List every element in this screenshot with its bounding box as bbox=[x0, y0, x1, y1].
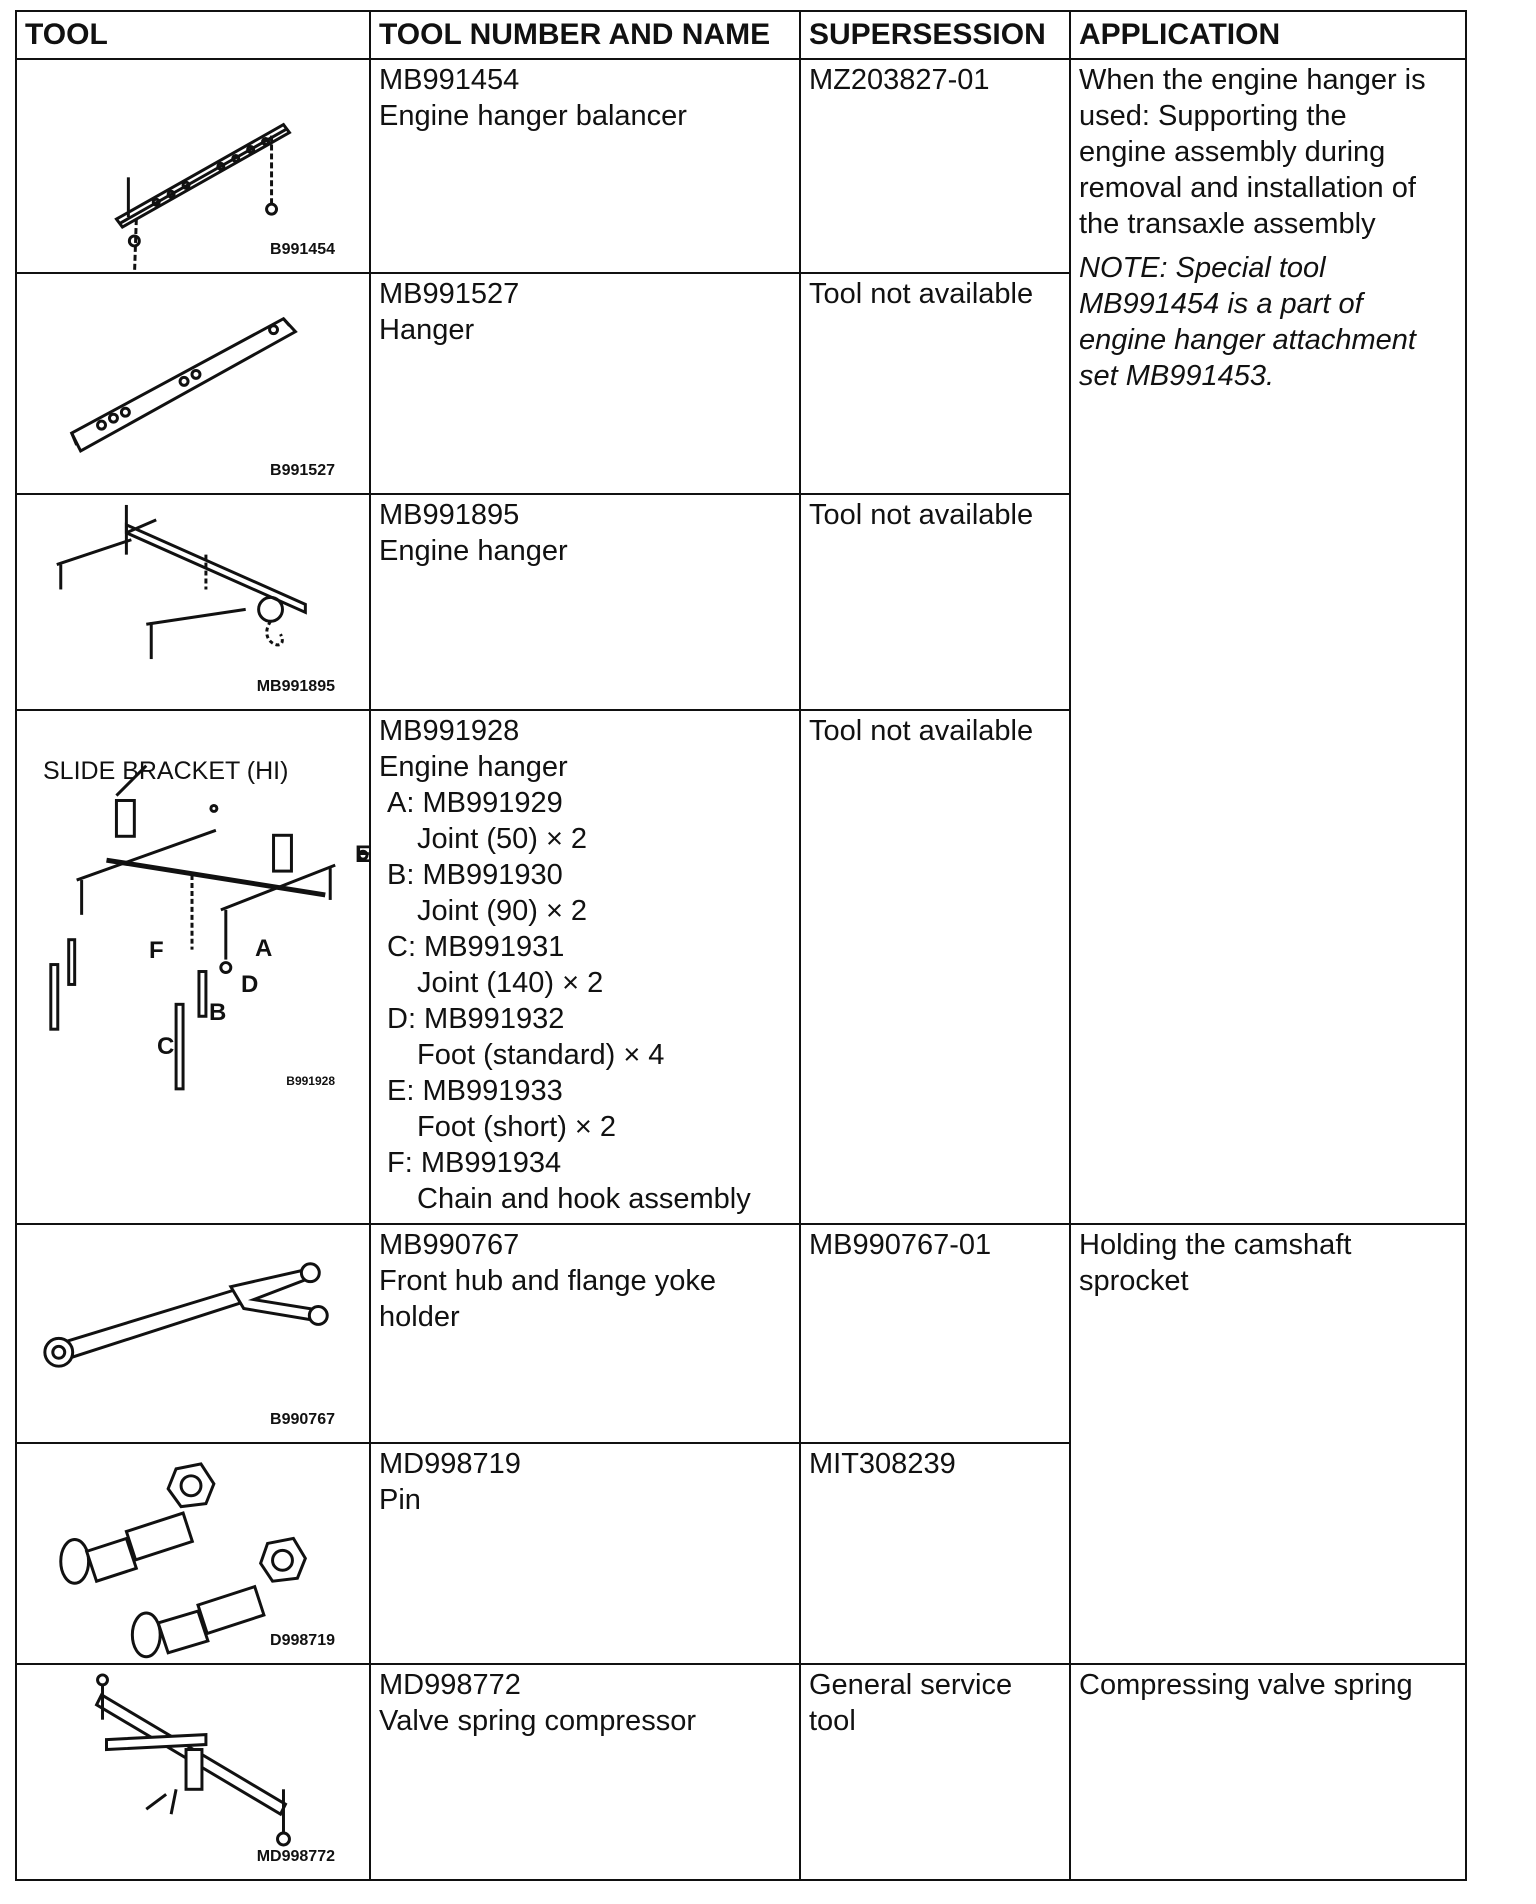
header-tool: TOOL bbox=[16, 11, 370, 59]
component-code: C: MB991931 bbox=[387, 931, 565, 964]
tool-number-name-cell bbox=[370, 710, 800, 1224]
supersession-value: Tool not available bbox=[809, 277, 1034, 310]
tool-number: MB991928 bbox=[379, 715, 520, 748]
part-letter-f: F bbox=[149, 937, 164, 965]
supersession-value: Tool not available bbox=[809, 715, 1034, 748]
note-line: MB991454 is a part of bbox=[1079, 288, 1363, 320]
tool-name: Engine hanger balancer bbox=[379, 100, 687, 132]
slide-bracket-label: SLIDE BRACKET (HI) bbox=[43, 757, 289, 786]
part-letter-d: D bbox=[241, 971, 259, 999]
figure-code: B991527 bbox=[270, 461, 335, 479]
tool-name: Pin bbox=[379, 1484, 421, 1517]
tool-name-line: holder bbox=[379, 1301, 460, 1334]
tool-number-name-cell bbox=[370, 1224, 800, 1443]
component-code: B: MB991930 bbox=[387, 859, 563, 892]
supersession-line: tool bbox=[809, 1704, 856, 1737]
component-code: E: MB991933 bbox=[387, 1075, 563, 1108]
tool-number-name-cell bbox=[370, 1664, 800, 1880]
supersession-value: MIT308239 bbox=[809, 1448, 956, 1481]
tool-image-cell bbox=[16, 494, 370, 711]
tool-image-cell bbox=[16, 1664, 370, 1880]
application-line: Compressing valve spring bbox=[1079, 1668, 1413, 1701]
application-line: removal and installation of bbox=[1079, 172, 1416, 204]
application-line: sprocket bbox=[1079, 1265, 1189, 1298]
component-desc: Joint (90) × 2 bbox=[417, 895, 588, 928]
tool-image-cell bbox=[16, 59, 370, 273]
table-row bbox=[16, 59, 1466, 273]
figure-code: B991454 bbox=[270, 240, 335, 258]
supersession-cell bbox=[800, 1443, 1070, 1664]
component-code: A: MB991929 bbox=[387, 787, 563, 820]
supersession-value: MZ203827-01 bbox=[809, 64, 990, 96]
tool-number: MB991454 bbox=[379, 64, 520, 96]
tool-number: MD998719 bbox=[379, 1448, 521, 1481]
component-desc: Joint (50) × 2 bbox=[417, 823, 588, 856]
tool-name: Valve spring compressor bbox=[379, 1704, 696, 1737]
application-cell bbox=[1070, 59, 1466, 1224]
part-letter-a: A bbox=[255, 935, 273, 963]
tool-name: Engine hanger bbox=[379, 751, 568, 784]
valve-spring-compressor-icon bbox=[17, 1665, 369, 1879]
engine-hanger-balancer-icon bbox=[17, 60, 369, 272]
component-desc: Foot (short) × 2 bbox=[417, 1111, 617, 1144]
header-row bbox=[16, 11, 1466, 59]
tool-image-cell bbox=[16, 273, 370, 494]
tool-number-name-cell bbox=[370, 494, 800, 711]
part-letter-e: E bbox=[355, 841, 372, 869]
tool-image-cell bbox=[16, 710, 370, 1224]
figure-code: B990767 bbox=[270, 1411, 335, 1429]
supersession-cell bbox=[800, 273, 1070, 494]
tool-number-name-cell bbox=[370, 59, 800, 273]
component-desc: Joint (140) × 2 bbox=[417, 967, 604, 1000]
special-tools-table bbox=[15, 10, 1467, 1881]
supersession-value: MB990767-01 bbox=[809, 1229, 992, 1262]
supersession-value: Tool not available bbox=[809, 498, 1034, 531]
hanger-bar-icon bbox=[17, 274, 369, 493]
supersession-line: General service bbox=[809, 1668, 1013, 1701]
tool-name: Hanger bbox=[379, 313, 475, 346]
tool-image-cell bbox=[16, 1224, 370, 1443]
tool-number: MB991527 bbox=[379, 277, 520, 310]
header-supersession: SUPERSESSION bbox=[800, 11, 1070, 59]
supersession-cell bbox=[800, 1664, 1070, 1880]
tool-name-line: Front hub and flange yoke bbox=[379, 1265, 716, 1298]
component-code: D: MB991932 bbox=[387, 1003, 565, 1036]
header-tool-number-and-name: TOOL NUMBER AND NAME bbox=[370, 11, 800, 59]
hub-flange-yoke-holder-icon bbox=[17, 1225, 369, 1442]
component-desc: Foot (standard) × 4 bbox=[417, 1039, 665, 1072]
header-application: APPLICATION bbox=[1070, 11, 1466, 59]
supersession-cell bbox=[800, 710, 1070, 1224]
tool-number: MB991895 bbox=[379, 498, 520, 531]
supersession-cell bbox=[800, 1224, 1070, 1443]
application-cell bbox=[1070, 1224, 1466, 1664]
application-line: the transaxle assembly bbox=[1079, 208, 1376, 240]
table-row bbox=[16, 1224, 1466, 1443]
component-desc: Chain and hook assembly bbox=[417, 1183, 751, 1216]
pin-and-nut-icon bbox=[17, 1444, 369, 1663]
component-code: F: MB991934 bbox=[387, 1147, 562, 1180]
part-letter-c: C bbox=[157, 1033, 175, 1061]
tool-number-name-cell bbox=[370, 1443, 800, 1664]
tool-name: Engine hanger bbox=[379, 534, 568, 567]
note-line: set MB991453. bbox=[1079, 360, 1275, 392]
application-line: When the engine hanger is bbox=[1079, 64, 1426, 96]
tool-image-cell bbox=[16, 1443, 370, 1664]
application-line: used: Supporting the bbox=[1079, 100, 1347, 132]
table-row bbox=[16, 1664, 1466, 1880]
application-note bbox=[1079, 250, 1457, 394]
note-line: NOTE: Special tool bbox=[1079, 252, 1326, 284]
application-cell bbox=[1070, 1664, 1466, 1880]
tool-number: MB990767 bbox=[379, 1229, 520, 1262]
engine-hanger-icon bbox=[17, 495, 369, 710]
figure-code: D998719 bbox=[270, 1631, 335, 1649]
figure-code: MB991895 bbox=[256, 678, 335, 696]
note-line: engine hanger attachment bbox=[1079, 324, 1416, 356]
supersession-cell bbox=[800, 494, 1070, 711]
tool-number: MD998772 bbox=[379, 1668, 521, 1701]
supersession-cell bbox=[800, 59, 1070, 273]
figure-code: MD998772 bbox=[256, 1847, 335, 1865]
figure-code: B991928 bbox=[286, 1074, 335, 1089]
application-line: engine assembly during bbox=[1079, 136, 1386, 168]
tool-number-name-cell bbox=[370, 273, 800, 494]
application-line: Holding the camshaft bbox=[1079, 1229, 1352, 1262]
part-letter-b: B bbox=[209, 999, 227, 1027]
